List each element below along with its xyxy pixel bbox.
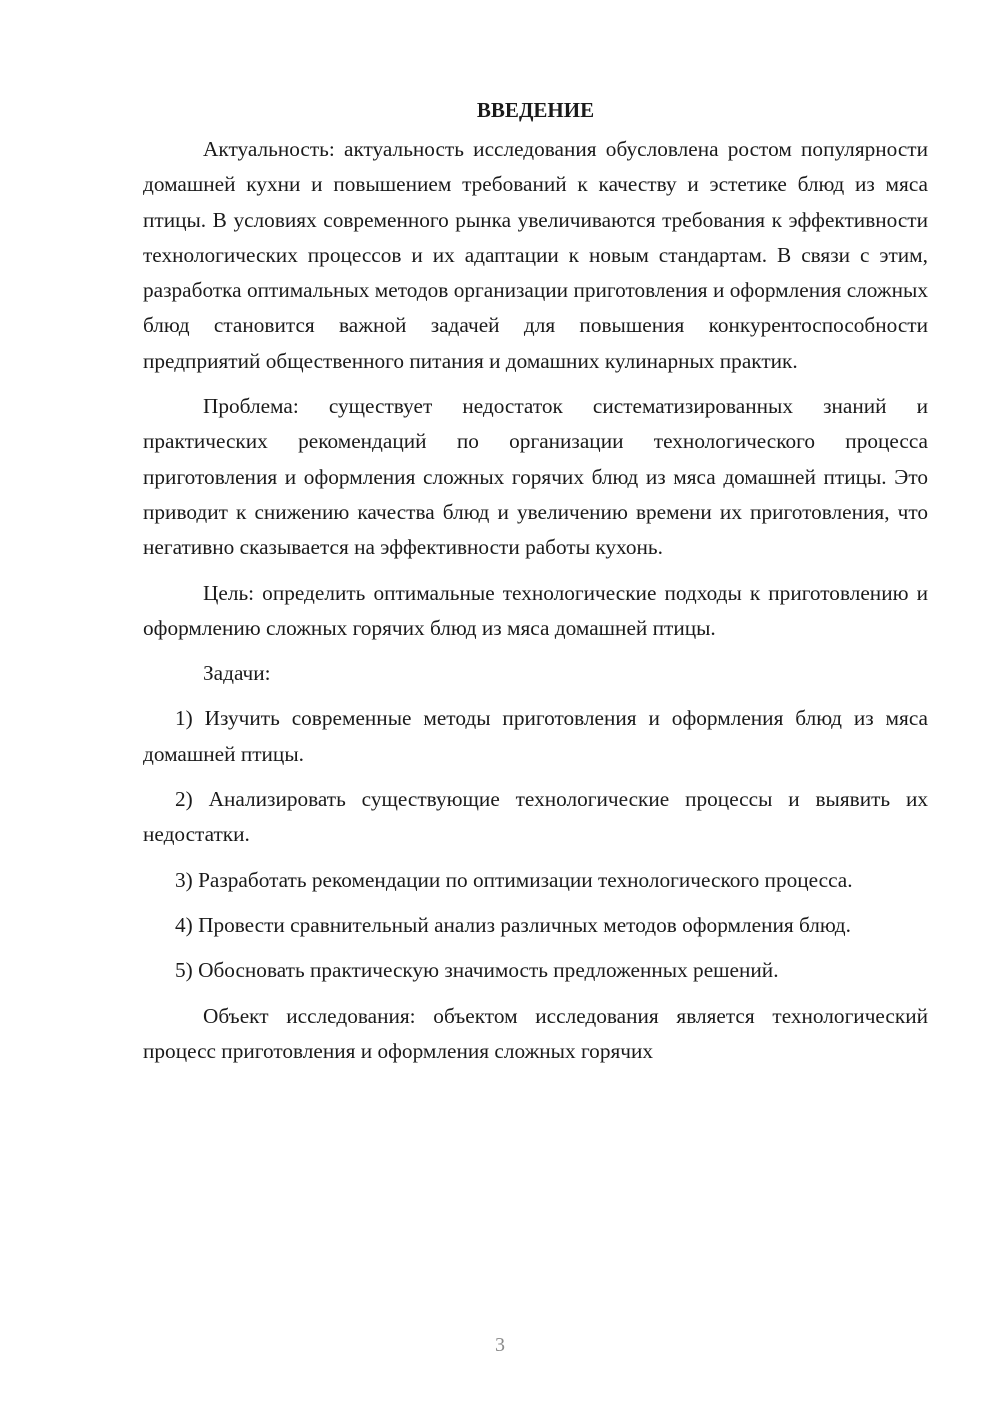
- page-number: 3: [495, 1334, 505, 1356]
- task-item-1: 1) Изучить современные методы приготовления и оформления блюд из мяса домашней птицы.: [143, 706, 928, 766]
- task-item-4: 4) Провести сравнительный анализ различных методов оформления блюд.: [175, 912, 851, 937]
- paragraph-relevance: Актуальность: актуальность исследования обусловлена ростом популярности домашней кухни и повышением требований к качеству и эстетике блюд из мяса птицы. В условиях современного рынка увеличиваются требования к эффективности технологических процессов и их адаптации к новым стандартам. В связи с этим, разработка оптимальных методов организации приготовления и оформления сложных блюд становится важной задачей для повышения конкурентоспособности предприятий общественного питания и домашних кулинарных практик.: [143, 137, 928, 373]
- task-item-3: 3) Разработать рекомендации по оптимизации технологического процесса.: [175, 867, 853, 892]
- paragraph-problem: Проблема: существует недостаток систематизированных знаний и практических рекомендаций по организации технологического процесса приготовления и оформления сложных горячих блюд из мяса домашней птицы. Это приводит к снижению качества блюд и увеличению времени их приготовления, что негативно сказывается на эффективности работы кухонь.: [143, 394, 928, 560]
- task-item-5: 5) Обосновать практическую значимость предложенных решений.: [175, 958, 779, 983]
- section-title: ВВЕДЕНИЕ: [476, 98, 595, 122]
- task-item-2: 2) Анализировать существующие технологические процессы и выявить их недостатки.: [143, 787, 928, 847]
- document-page: [143, 96, 928, 1069]
- paragraph-object: Объект исследования: объектом исследования является технологический процесс приготовления и оформления сложных горячих: [143, 1003, 928, 1063]
- paragraph-goal: Цель: определить оптимальные технологические подходы к приготовлению и оформлению сложных горячих блюд из мяса домашней птицы.: [143, 580, 928, 640]
- tasks-heading: Задачи:: [203, 661, 271, 686]
